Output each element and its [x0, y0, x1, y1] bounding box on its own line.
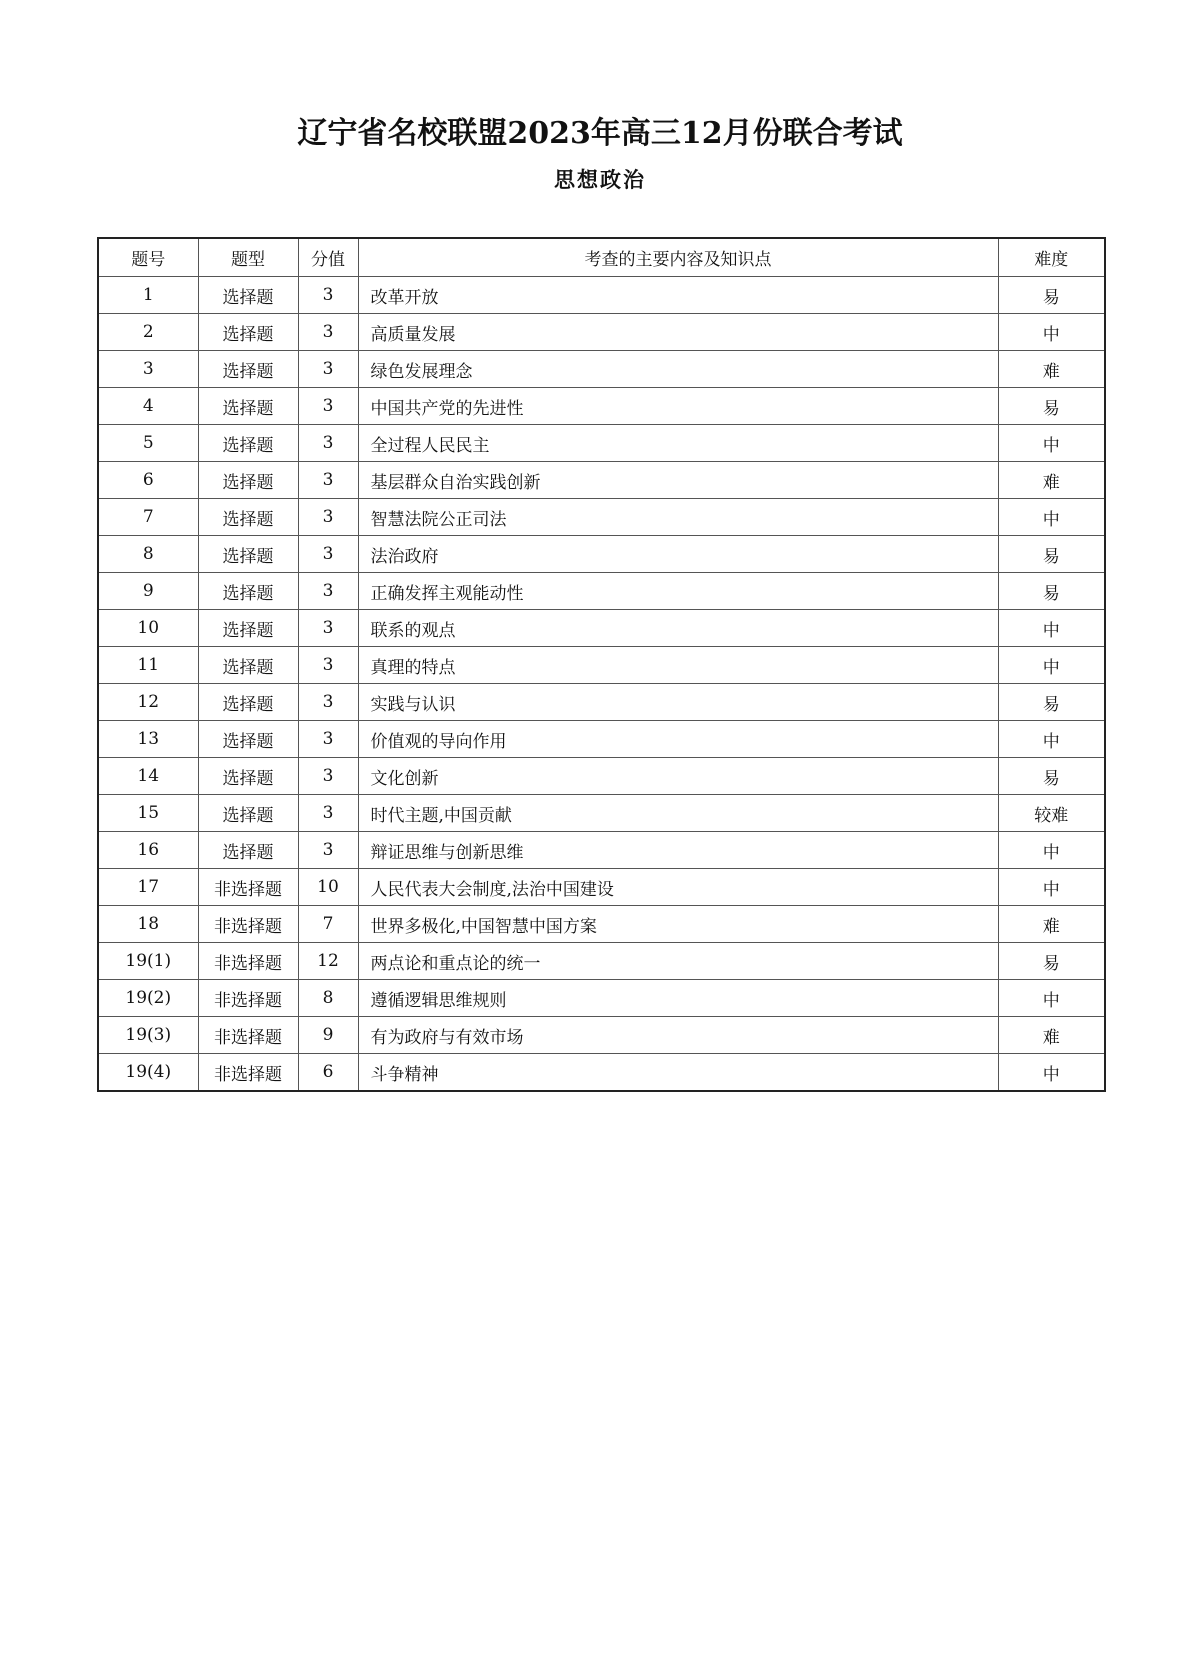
cell-type: 选择题	[198, 684, 298, 721]
column-header-difficulty: 难度	[998, 238, 1105, 277]
cell-score: 8	[298, 980, 358, 1017]
cell-difficulty: 中	[998, 869, 1105, 906]
cell-number: 16	[98, 832, 198, 869]
cell-score: 3	[298, 462, 358, 499]
cell-score: 7	[298, 906, 358, 943]
cell-content: 法治政府	[358, 536, 998, 573]
cell-content: 绿色发展理念	[358, 351, 998, 388]
cell-type: 非选择题	[198, 906, 298, 943]
column-header-number: 题号	[98, 238, 198, 277]
table-row	[98, 425, 1105, 462]
cell-score: 3	[298, 277, 358, 314]
exam-spec-table	[97, 237, 1106, 1092]
cell-type: 选择题	[198, 499, 298, 536]
cell-difficulty: 中	[998, 610, 1105, 647]
cell-type: 选择题	[198, 536, 298, 573]
table-row	[98, 980, 1105, 1017]
cell-type: 非选择题	[198, 980, 298, 1017]
cell-score: 3	[298, 647, 358, 684]
cell-difficulty: 易	[998, 758, 1105, 795]
table-row	[98, 1054, 1105, 1092]
cell-content: 时代主题,中国贡献	[358, 795, 998, 832]
cell-type: 选择题	[198, 425, 298, 462]
cell-content: 价值观的导向作用	[358, 721, 998, 758]
cell-score: 3	[298, 758, 358, 795]
cell-type: 非选择题	[198, 1017, 298, 1054]
cell-content: 改革开放	[358, 277, 998, 314]
cell-difficulty: 难	[998, 462, 1105, 499]
table-row	[98, 462, 1105, 499]
cell-number: 9	[98, 573, 198, 610]
cell-score: 3	[298, 388, 358, 425]
cell-score: 3	[298, 314, 358, 351]
cell-number: 15	[98, 795, 198, 832]
cell-score: 9	[298, 1017, 358, 1054]
header-row	[98, 238, 1105, 277]
cell-difficulty: 难	[998, 351, 1105, 388]
cell-type: 选择题	[198, 277, 298, 314]
cell-number: 19(2)	[98, 980, 198, 1017]
table-row	[98, 721, 1105, 758]
cell-difficulty: 中	[998, 647, 1105, 684]
cell-number: 17	[98, 869, 198, 906]
cell-content: 全过程人民民主	[358, 425, 998, 462]
table-row	[98, 351, 1105, 388]
cell-content: 遵循逻辑思维规则	[358, 980, 998, 1017]
cell-difficulty: 易	[998, 943, 1105, 980]
table-row	[98, 869, 1105, 906]
table-row	[98, 277, 1105, 314]
cell-score: 3	[298, 721, 358, 758]
cell-content: 高质量发展	[358, 314, 998, 351]
cell-number: 19(1)	[98, 943, 198, 980]
cell-type: 选择题	[198, 314, 298, 351]
cell-difficulty: 中	[998, 314, 1105, 351]
cell-content: 人民代表大会制度,法治中国建设	[358, 869, 998, 906]
cell-number: 19(3)	[98, 1017, 198, 1054]
cell-difficulty: 易	[998, 573, 1105, 610]
column-header-content: 考查的主要内容及知识点	[358, 238, 998, 277]
table-row	[98, 536, 1105, 573]
cell-content: 世界多极化,中国智慧中国方案	[358, 906, 998, 943]
table-body	[98, 277, 1105, 1092]
table-row	[98, 684, 1105, 721]
cell-number: 1	[98, 277, 198, 314]
cell-type: 选择题	[198, 351, 298, 388]
cell-score: 3	[298, 499, 358, 536]
table-row	[98, 610, 1105, 647]
cell-number: 12	[98, 684, 198, 721]
cell-number: 11	[98, 647, 198, 684]
cell-score: 3	[298, 684, 358, 721]
table-row	[98, 314, 1105, 351]
cell-number: 2	[98, 314, 198, 351]
table-row	[98, 943, 1105, 980]
cell-content: 有为政府与有效市场	[358, 1017, 998, 1054]
cell-type: 选择题	[198, 647, 298, 684]
cell-score: 6	[298, 1054, 358, 1092]
cell-type: 选择题	[198, 795, 298, 832]
cell-content: 辩证思维与创新思维	[358, 832, 998, 869]
cell-score: 3	[298, 610, 358, 647]
cell-content: 中国共产党的先进性	[358, 388, 998, 425]
cell-difficulty: 易	[998, 684, 1105, 721]
table-row	[98, 388, 1105, 425]
cell-score: 3	[298, 536, 358, 573]
cell-score: 3	[298, 351, 358, 388]
table-row	[98, 832, 1105, 869]
cell-number: 18	[98, 906, 198, 943]
cell-number: 6	[98, 462, 198, 499]
cell-score: 3	[298, 832, 358, 869]
cell-content: 实践与认识	[358, 684, 998, 721]
table-header	[98, 238, 1105, 277]
cell-number: 19(4)	[98, 1054, 198, 1092]
cell-type: 非选择题	[198, 869, 298, 906]
cell-number: 4	[98, 388, 198, 425]
cell-difficulty: 中	[998, 499, 1105, 536]
cell-number: 14	[98, 758, 198, 795]
cell-difficulty: 中	[998, 832, 1105, 869]
cell-type: 选择题	[198, 758, 298, 795]
cell-number: 10	[98, 610, 198, 647]
cell-type: 选择题	[198, 832, 298, 869]
cell-difficulty: 易	[998, 388, 1105, 425]
cell-score: 10	[298, 869, 358, 906]
cell-score: 3	[298, 573, 358, 610]
cell-type: 非选择题	[198, 1054, 298, 1092]
cell-difficulty: 易	[998, 277, 1105, 314]
cell-difficulty: 难	[998, 906, 1105, 943]
cell-type: 选择题	[198, 721, 298, 758]
cell-type: 选择题	[198, 610, 298, 647]
table-row	[98, 573, 1105, 610]
table-row	[98, 758, 1105, 795]
cell-score: 3	[298, 425, 358, 462]
cell-difficulty: 中	[998, 1054, 1105, 1092]
cell-difficulty: 中	[998, 980, 1105, 1017]
cell-difficulty: 中	[998, 721, 1105, 758]
cell-number: 13	[98, 721, 198, 758]
cell-content: 文化创新	[358, 758, 998, 795]
table-row	[98, 499, 1105, 536]
column-header-score: 分值	[298, 238, 358, 277]
cell-content: 基层群众自治实践创新	[358, 462, 998, 499]
column-header-type: 题型	[198, 238, 298, 277]
cell-type: 非选择题	[198, 943, 298, 980]
table-row	[98, 795, 1105, 832]
cell-number: 8	[98, 536, 198, 573]
table-row	[98, 647, 1105, 684]
cell-difficulty: 中	[998, 425, 1105, 462]
table-row	[98, 906, 1105, 943]
cell-type: 选择题	[198, 388, 298, 425]
cell-difficulty: 较难	[998, 795, 1105, 832]
cell-difficulty: 难	[998, 1017, 1105, 1054]
subject-title: 思想政治	[554, 168, 646, 192]
cell-type: 选择题	[198, 462, 298, 499]
cell-content: 两点论和重点论的统一	[358, 943, 998, 980]
table-row	[98, 1017, 1105, 1054]
cell-content: 斗争精神	[358, 1054, 998, 1092]
page-title: 辽宁省名校联盟2023年高三12月份联合考试	[297, 116, 903, 151]
cell-content: 真理的特点	[358, 647, 998, 684]
cell-number: 7	[98, 499, 198, 536]
cell-number: 5	[98, 425, 198, 462]
cell-difficulty: 易	[998, 536, 1105, 573]
cell-type: 选择题	[198, 573, 298, 610]
cell-score: 12	[298, 943, 358, 980]
cell-content: 联系的观点	[358, 610, 998, 647]
cell-number: 3	[98, 351, 198, 388]
cell-content: 正确发挥主观能动性	[358, 573, 998, 610]
cell-content: 智慧法院公正司法	[358, 499, 998, 536]
cell-score: 3	[298, 795, 358, 832]
